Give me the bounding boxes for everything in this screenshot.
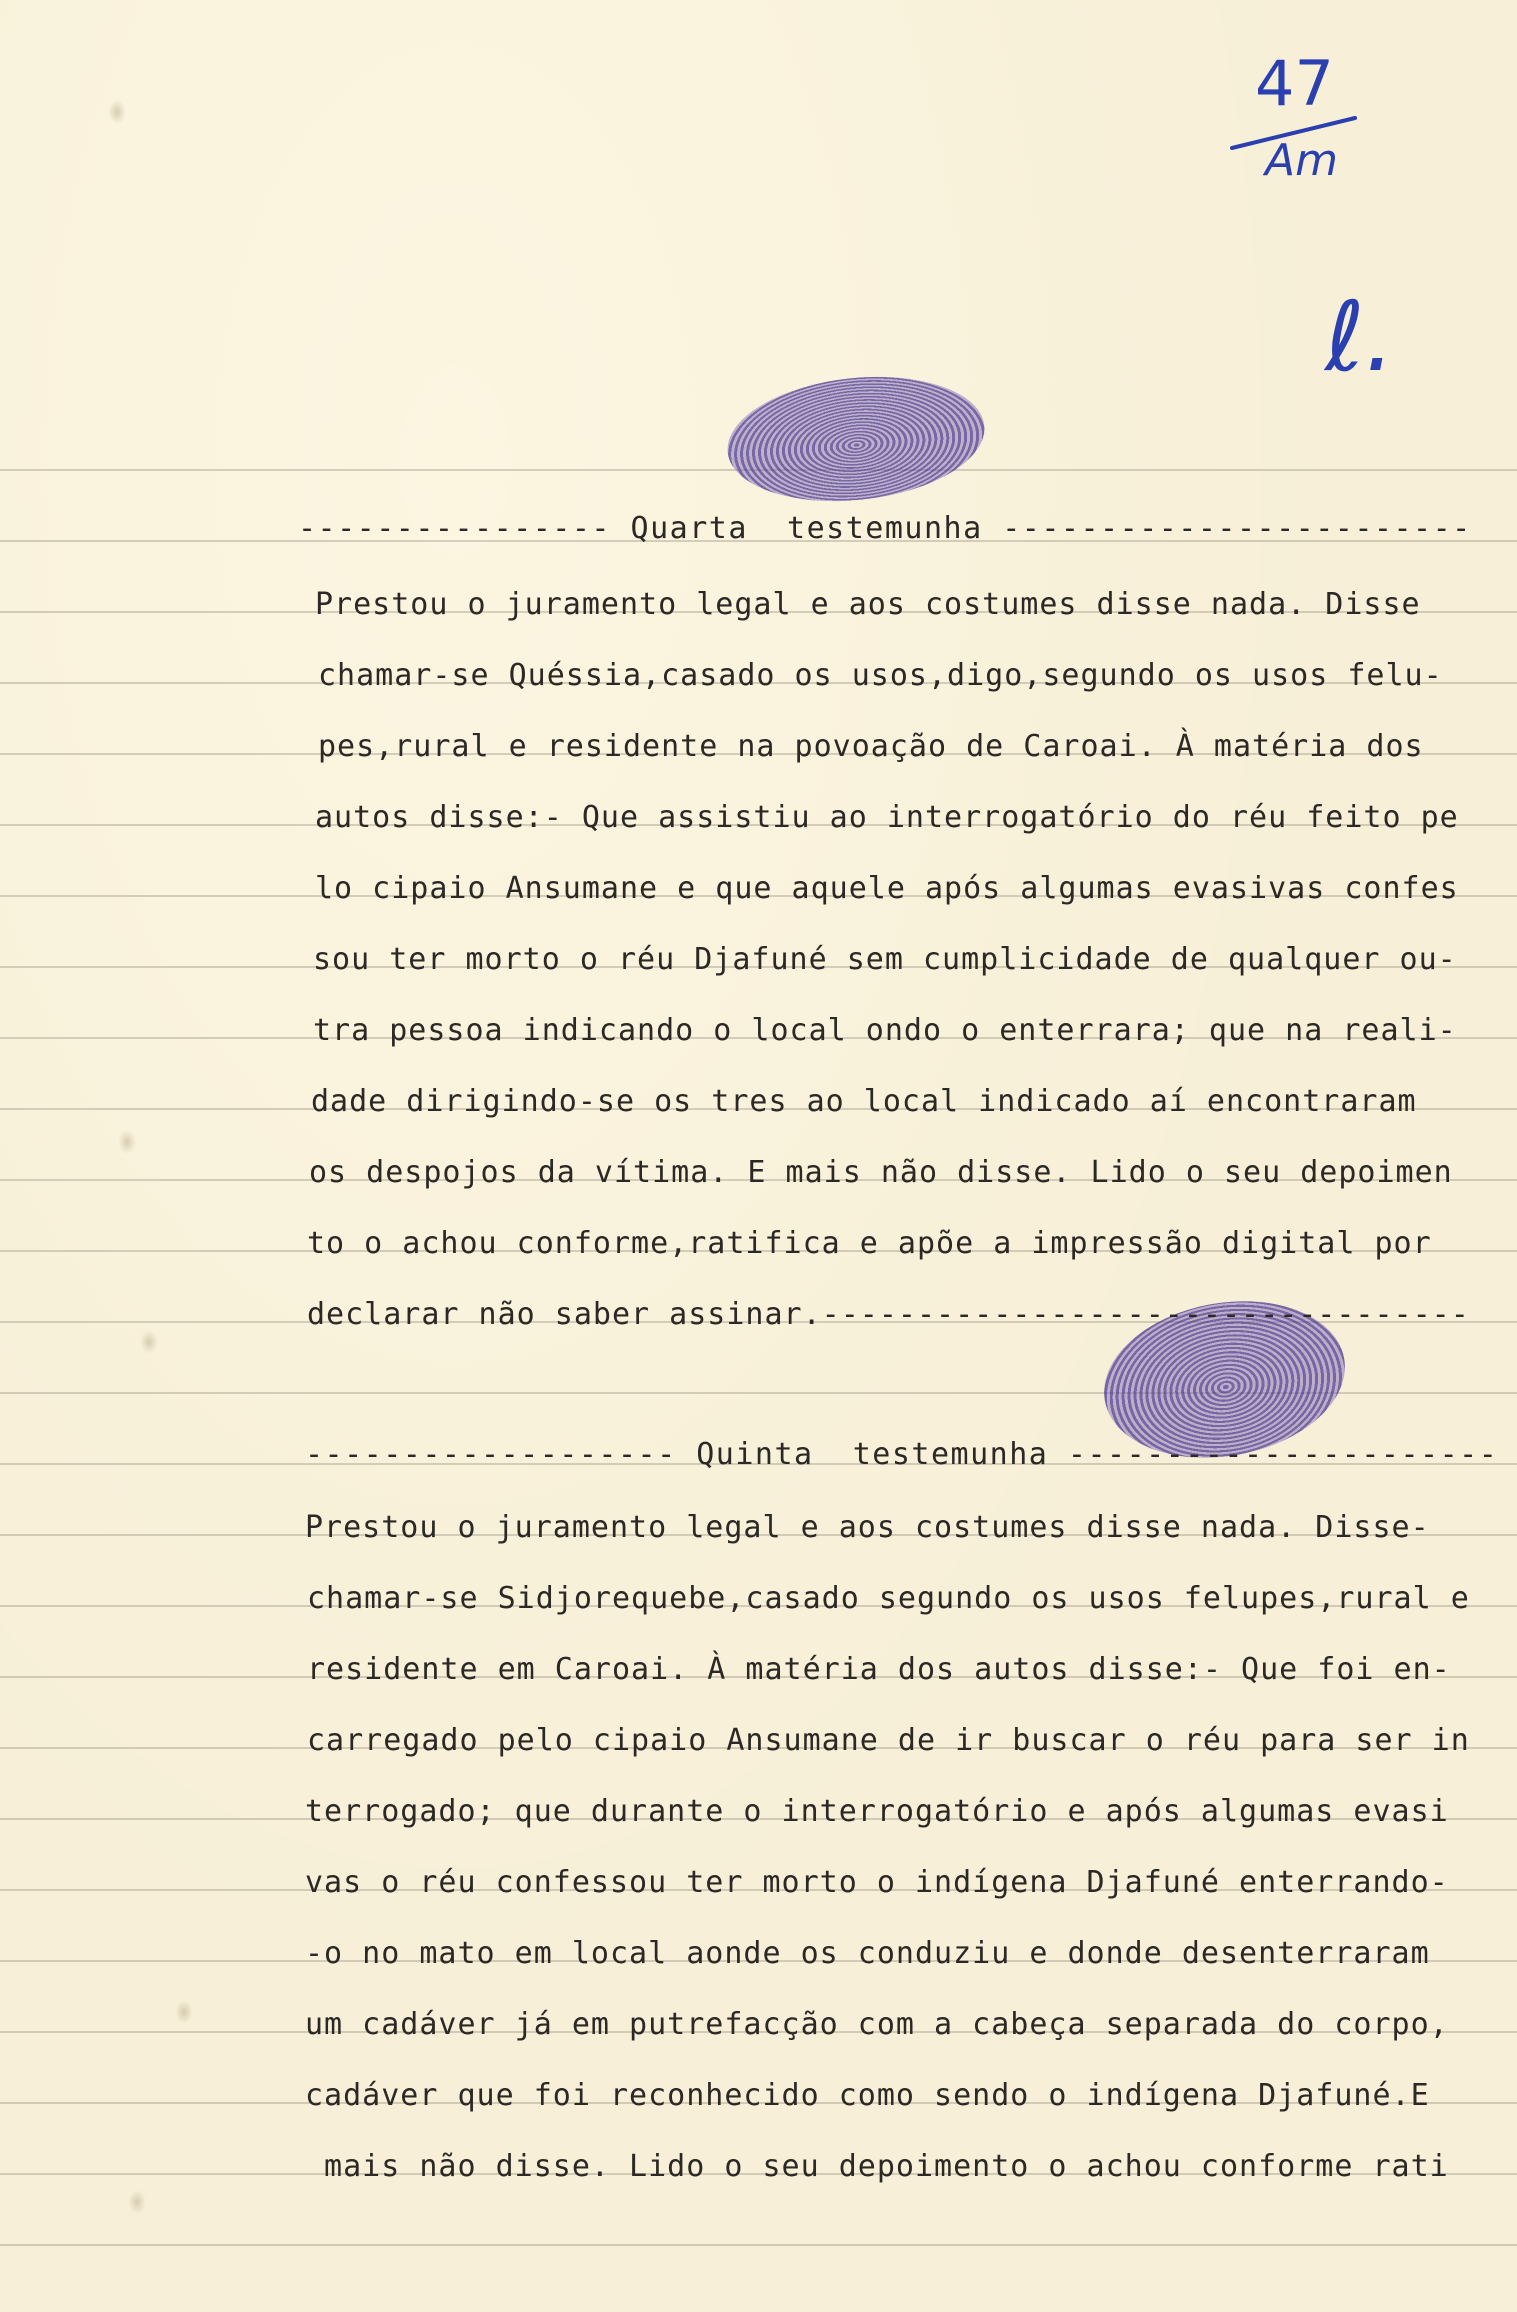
section-heading-quinta-testemunha: ------------------- Quinta testemunha ----------------------	[305, 1437, 1499, 1472]
punch-mark	[128, 2190, 146, 2214]
text-line: os despojos da vítima. E mais não disse. Lido o seu depoimen	[309, 1155, 1453, 1190]
section-heading-quarta-testemunha: ---------------- Quarta testemunha ------------------------	[298, 511, 1472, 546]
punch-mark	[108, 100, 126, 124]
text-line: vas o réu confessou ter morto o indígena Djafuné enterrando-	[305, 1865, 1449, 1900]
text-line: carregado pelo cipaio Ansumane de ir buscar o réu para ser in	[307, 1723, 1470, 1758]
text-line: dade dirigindo-se os tres ao local indicado aí encontraram	[311, 1084, 1417, 1119]
text-line: to o achou conforme,ratifica e apõe a impressão digital por	[307, 1226, 1432, 1261]
text-line: terrogado; que durante o interrogatório e após algumas evasi	[305, 1794, 1449, 1829]
text-line: residente em Caroai. À matéria dos autos disse:- Que foi en-	[307, 1652, 1451, 1687]
initial-mark: ℓ.	[1325, 281, 1396, 393]
folio-initials: Am	[1265, 135, 1338, 186]
text-line: -o no mato em local aonde os conduziu e donde desenterraram	[305, 1936, 1430, 1971]
text-line: chamar-se Quéssia,casado os usos,digo,segundo os usos felu-	[318, 658, 1443, 693]
punch-mark	[140, 1330, 158, 1354]
text-line: sou ter morto o réu Djafuné sem cumplicidade de qualquer ou-	[313, 942, 1457, 977]
text-line: cadáver que foi reconhecido como sendo o indígena Djafuné.E	[305, 2078, 1430, 2113]
folio-annotation	[1220, 30, 1400, 400]
text-line: declarar não saber assinar.----------------------------------	[307, 1297, 1470, 1332]
text-line: Prestou o juramento legal e aos costumes disse nada. Disse	[315, 587, 1421, 622]
text-line: pes,rural e residente na povoação de Caroai. À matéria dos	[318, 729, 1424, 764]
text-line: tra pessoa indicando o local ondo o enterrara; que na reali-	[313, 1013, 1457, 1048]
text-line: autos disse:- Que assistiu ao interrogatório do réu feito pe	[315, 800, 1459, 835]
text-line: lo cipaio Ansumane e que aquele após algumas evasivas confes	[315, 871, 1459, 906]
text-line: chamar-se Sidjorequebe,casado segundo os usos felupes,rural e	[307, 1581, 1470, 1616]
text-line: mais não disse. Lido o seu depoimento o achou conforme rati	[305, 2149, 1449, 2184]
punch-mark	[118, 1130, 136, 1154]
text-line: um cadáver já em putrefacção com a cabeça separada do corpo,	[305, 2007, 1449, 2042]
folio-number: 47	[1255, 47, 1334, 120]
text-line: Prestou o juramento legal e aos costumes disse nada. Disse-	[305, 1510, 1430, 1545]
punch-mark	[175, 2000, 193, 2024]
